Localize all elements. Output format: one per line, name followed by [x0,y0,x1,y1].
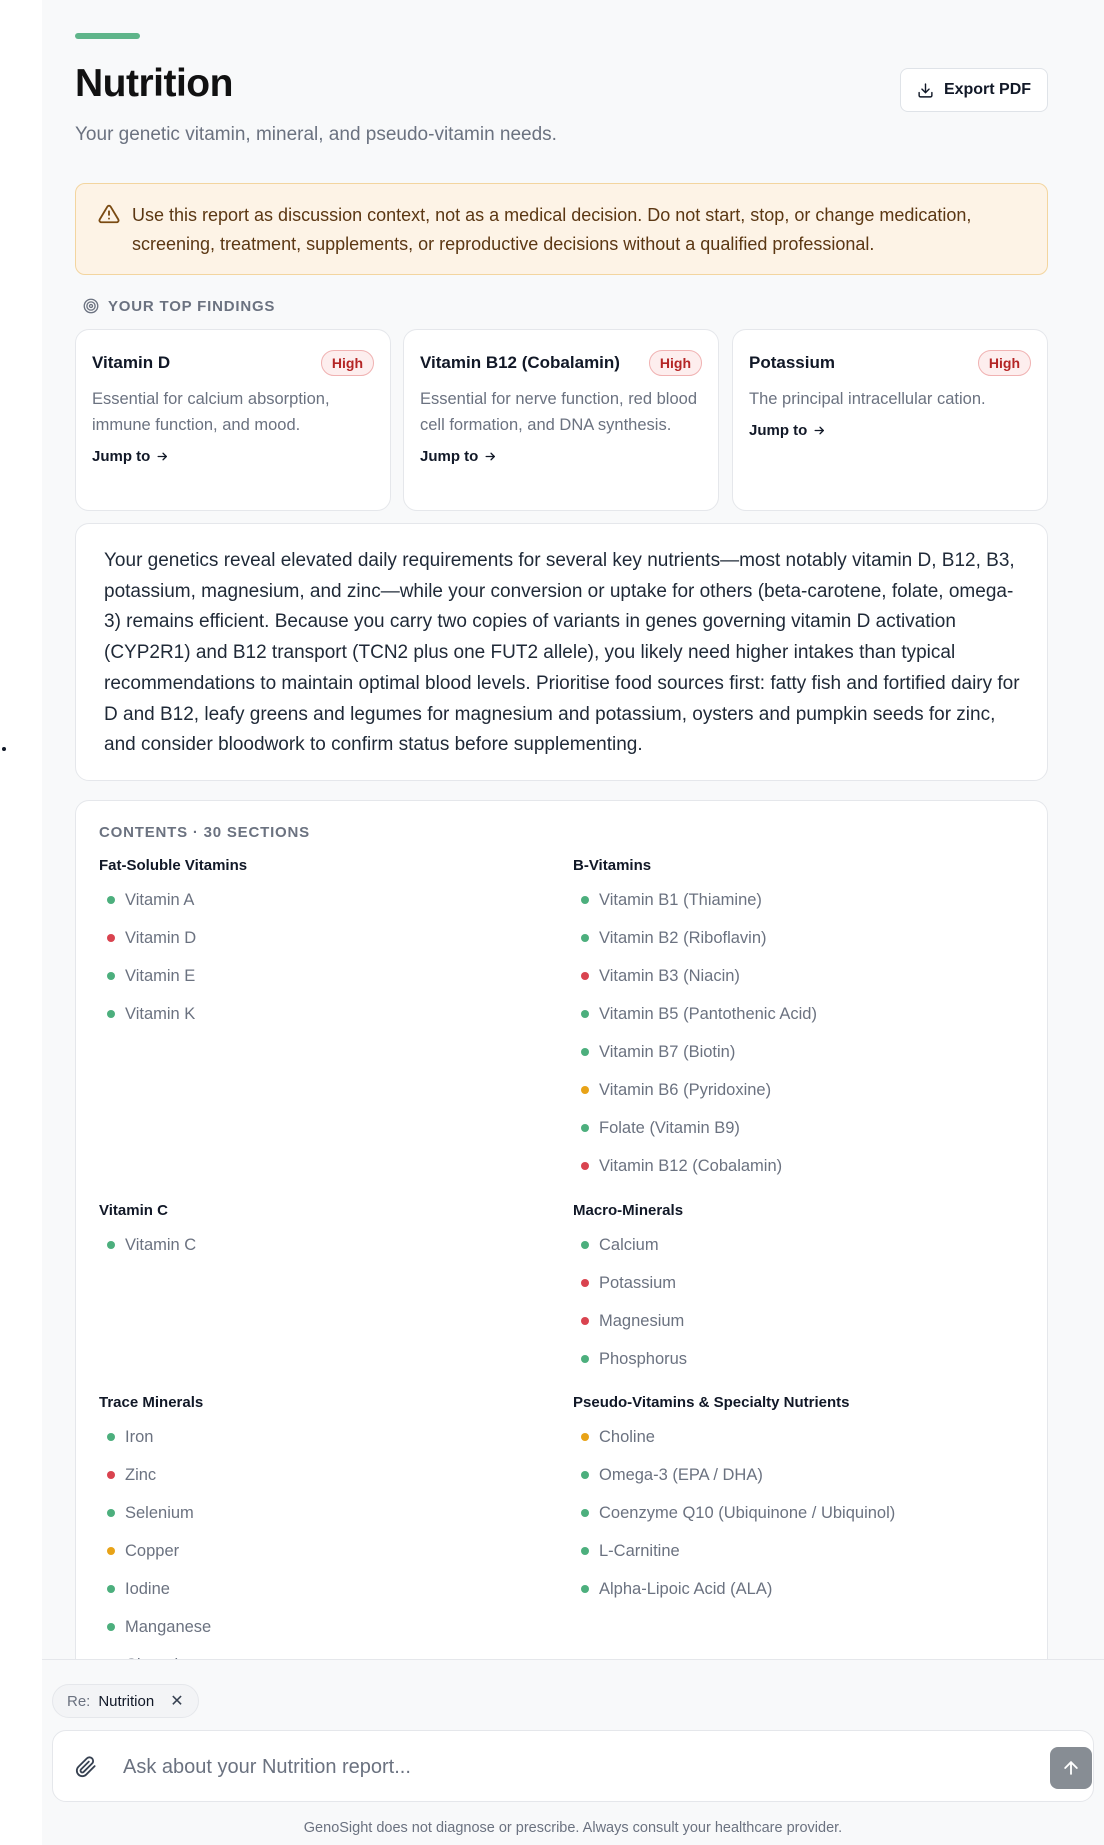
contents-item[interactable] [99,1503,539,1541]
export-pdf-button[interactable] [900,68,1048,112]
contents-item-label: Vitamin B6 (Pyridoxine) [599,1081,772,1099]
download-icon [917,82,934,99]
contents-group-b-vitamins [573,856,1013,1194]
contents-item-label: Calcium [599,1236,659,1254]
contents-item[interactable] [573,928,1013,966]
contents-list [99,890,539,1042]
report-content [42,0,1104,1659]
finding-card-description: The principal intracellular cation. [749,390,986,408]
finding-card-potassium [732,329,1048,511]
status-dot [581,1471,589,1479]
contents-item-label: Phosphorus [599,1350,688,1368]
contents-group-vitamin-c [99,1201,539,1273]
contents-item[interactable] [99,1579,539,1617]
contents-group-title: Trace Minerals [99,1394,204,1411]
status-dot [107,1585,115,1593]
contents-item[interactable] [99,966,539,1004]
contents-item-label: Vitamin D [125,929,197,947]
status-dot [581,896,589,904]
status-dot [581,972,589,980]
contents-list [573,1427,1013,1617]
contents-item[interactable] [573,1042,1013,1080]
jump-to-link[interactable] [92,448,169,465]
top-findings-label-text: YOUR TOP FINDINGS [108,297,276,315]
contents-item[interactable] [573,1080,1013,1118]
contents-label: CONTENTS · 30 SECTIONS [99,824,310,841]
contents-group-title: Vitamin C [99,1202,168,1219]
contents-group-title: Fat-Soluble Vitamins [99,857,248,874]
contents-item-label: Folate (Vitamin B9) [599,1119,740,1137]
warning-triangle-icon [98,203,120,225]
contents-item[interactable] [573,1311,1013,1349]
contents-item-label: Vitamin B1 (Thiamine) [599,891,762,909]
status-dot [581,1086,589,1094]
status-dot [581,1279,589,1287]
jump-to-link[interactable] [420,448,497,465]
export-pdf-label: Export PDF [943,81,1032,98]
status-dot [107,972,115,980]
contents-item[interactable] [573,1004,1013,1042]
status-dot [581,1048,589,1056]
status-dot [581,1010,589,1018]
contents-item[interactable] [573,890,1013,928]
status-dot [107,1433,115,1441]
contents-item-label: Vitamin K [125,1005,196,1023]
contents-item-label: Omega-3 (EPA / DHA) [599,1466,763,1484]
contents-item[interactable] [99,1541,539,1579]
contents-item-label: Vitamin B7 (Biotin) [599,1043,736,1061]
contents-list [573,1235,1013,1387]
contents-item-label: Zinc [125,1466,157,1484]
contents-list [573,890,1013,1194]
contents-item-label: Vitamin B2 (Riboflavin) [599,929,767,947]
paperclip-icon[interactable] [75,1756,97,1778]
contents-item[interactable] [573,1235,1013,1273]
contents-item[interactable] [573,1273,1013,1311]
chat-composer [52,1730,1094,1802]
status-badge: High [649,350,702,376]
chat-input[interactable] [123,1745,983,1789]
status-badge: High [321,350,374,376]
context-chip [52,1684,199,1718]
contents-item-label: Vitamin B3 (Niacin) [599,967,740,985]
status-dot [581,1547,589,1555]
status-dot [581,1124,589,1132]
contents-item[interactable] [573,1118,1013,1156]
contents-panel [75,800,1048,1700]
contents-item[interactable] [573,1349,1013,1387]
contents-group-pseudo-vitamins [573,1393,1013,1617]
contents-item-label: Vitamin A [125,891,195,909]
status-dot [581,1433,589,1441]
finding-card-description: Essential for nerve function, red blood cell formation, and DNA synthesis. [420,390,697,434]
close-icon[interactable]: ✕ [170,1693,184,1710]
disclaimer-text: GenoSight does not diagnose or prescribe. Always consult your healthcare provider. [303,1820,843,1836]
status-dot [107,1623,115,1631]
status-dot [581,934,589,942]
contents-item-label: Magnesium [599,1312,685,1330]
status-badge: High [978,350,1031,376]
contents-item[interactable] [99,928,539,966]
finding-card-title: Vitamin B12 (Cobalamin) [420,353,620,372]
arrow-right-icon [484,450,497,463]
accent-bar [75,33,140,39]
contents-group-title: Macro-Minerals [573,1202,684,1219]
contents-item-label: Selenium [125,1504,194,1522]
contents-item-label: Vitamin E [125,967,196,985]
contents-item-label: Alpha-Lipoic Acid (ALA) [599,1580,773,1598]
status-dot [107,1547,115,1555]
finding-card-title: Potassium [749,353,835,372]
status-dot [581,1162,589,1170]
status-dot [107,1241,115,1249]
status-dot [107,1471,115,1479]
chat-dock [42,1659,1104,1845]
top-findings-label [82,297,275,315]
finding-card-description: Essential for calcium absorption, immune function, and mood. [92,390,330,434]
contents-item[interactable] [573,1427,1013,1465]
contents-item[interactable] [99,1617,539,1655]
finding-card-vitamin-b12 [403,329,719,511]
contents-item-label: Potassium [599,1274,677,1292]
contents-item-label: L-Carnitine [599,1542,680,1560]
contents-list [99,1427,539,1693]
status-dot [107,896,115,904]
send-button[interactable] [1050,1747,1092,1789]
contents-item[interactable] [573,966,1013,1004]
contents-item[interactable] [99,1465,539,1503]
target-icon [82,297,100,315]
page-title: Nutrition [75,62,233,105]
contents-item-label: Copper [125,1542,180,1560]
contents-item[interactable] [99,890,539,928]
arrow-right-icon [156,450,169,463]
arrow-up-icon [1061,1758,1081,1778]
contents-item-label: Vitamin C [125,1236,197,1254]
contents-item-label: Vitamin B5 (Pantothenic Acid) [599,1005,817,1023]
contents-item[interactable] [99,1235,539,1273]
status-dot [107,934,115,942]
jump-to-label: Jump to [92,448,151,465]
context-chip-value: Nutrition [98,1692,155,1710]
contents-item[interactable] [573,1156,1013,1194]
contents-item[interactable] [573,1503,1013,1541]
contents-item[interactable] [573,1541,1013,1579]
contents-list [99,1235,539,1273]
jump-to-link[interactable] [749,422,826,439]
page-subtitle: Your genetic vitamin, mineral, and pseudo-vitamin needs. [75,124,557,145]
contents-item[interactable] [573,1465,1013,1503]
contents-group-title: Pseudo-Vitamins & Specialty Nutrients [573,1394,850,1411]
status-dot [581,1355,589,1363]
stray-dot [2,747,6,751]
status-dot [581,1509,589,1517]
medical-warning-banner [75,183,1048,275]
arrow-right-icon [813,424,826,437]
contents-item-label: Iron [125,1428,154,1446]
contents-item-label: Iodine [125,1580,170,1598]
contents-item[interactable] [573,1579,1013,1617]
status-dot [581,1317,589,1325]
status-dot [107,1010,115,1018]
contents-item-label: Vitamin B12 (Cobalamin) [599,1157,783,1175]
contents-item[interactable] [99,1427,539,1465]
context-chip-prefix: Re: [67,1692,91,1710]
contents-group-fat-soluble-vitamins [99,856,539,1042]
summary-text: Your genetics reveal elevated daily requirements for several key nutrients—most notably vitamin D, B12, B3, potassium, magnesium, and zinc—while your conversion or uptake for others (beta-carotene, folate, omega-3) remains efficient. Because you carry two copies of variants in genes governing vitamin D activation (CYP2R1) and B12 transport (TCN2 plus one FUT2 allele), you likely need higher intakes than typical recommendations to maintain optimal blood levels. Prioritise food sources first: fatty fish and fortified dairy for D and B12, leafy greens and legumes for magnesium and potassium, oysters and pumpkin seeds for zinc, and consider bloodwork to confirm status before supplementing. [104,550,1020,756]
status-dot [107,1509,115,1517]
contents-group-macro-minerals [573,1201,1013,1387]
contents-item-label: Coenzyme Q10 (Ubiquinone / Ubiquinol) [599,1504,896,1522]
status-dot [581,1241,589,1249]
summary-panel [75,523,1048,781]
contents-item-label: Manganese [125,1618,212,1636]
warning-text: Use this report as discussion context, not as a medical decision. Do not start, stop, or change medication, screening, treatment, supplements, or reproductive decisions without a qualified professional. [132,205,972,254]
contents-group-title: B-Vitamins [573,857,652,874]
status-dot [581,1585,589,1593]
contents-item[interactable] [99,1004,539,1042]
report-page [42,0,1104,1845]
jump-to-label: Jump to [749,422,808,439]
finding-card-vitamin-d [75,329,391,511]
finding-card-title: Vitamin D [92,353,171,372]
contents-item-label: Choline [599,1428,655,1446]
contents-group-trace-minerals [99,1393,539,1693]
jump-to-label: Jump to [420,448,479,465]
